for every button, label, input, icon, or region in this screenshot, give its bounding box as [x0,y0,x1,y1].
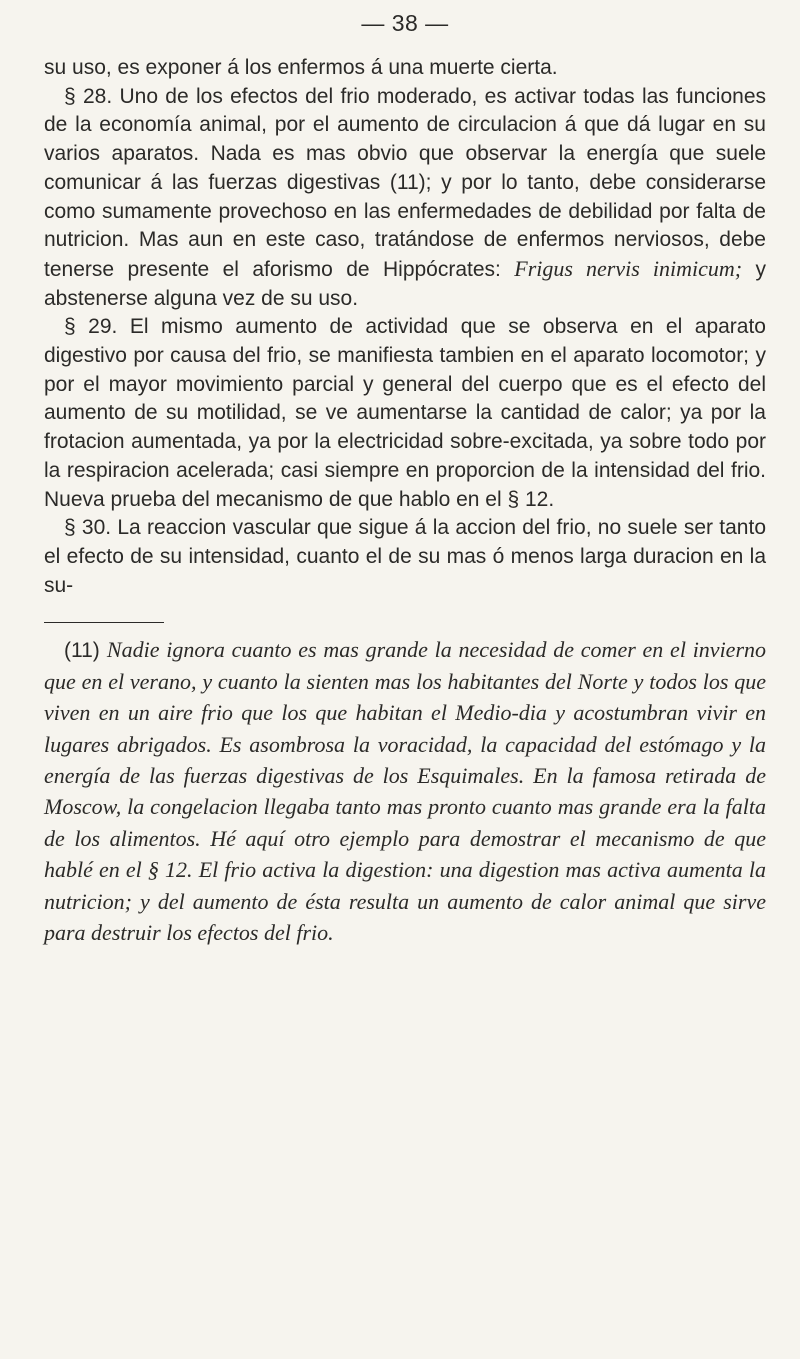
paragraph-continuation: su uso, es exponer á los enfermos á una muerte cierta. [44,56,558,79]
main-text [44,54,766,600]
footnote-ref: (11) [64,639,100,663]
footnote-11 [44,635,766,949]
footnote-divider [44,622,164,623]
footnote-text: Nadie ignora cuanto es mas grande la necesidad de comer en el invierno que en el verano, y cuanto la sienten mas los habitantes del Norte y todos los que viven en un aire frio que los que habitan el Medio-dia y acostumbran vivir en lugares abrigados. Es asombrosa la voracidad, la capacidad del estómago y la energía de las fuerzas digestivas de los Esquimales. En la famosa retirada de Moscow, la congelacion llegaba tanto mas pronto cuanto mas grande era la falta de los alimentos. Hé aquí otro ejemplo para demostrar el mecanismo de que hablé en el § 12. El frio activa la digestion: una digestion mas activa aumenta la nutricion; y del aumento de ésta resulta un aumento de calor animal que sirve para destruir los efectos del frio. [44,637,767,946]
book-page [44,6,766,1346]
paragraph-section-28 [44,83,766,314]
page-number: — 38 — [361,10,449,36]
paragraph-section-30: § 30. La reaccion vascular que sigue á la accion del frio, no suele ser tanto el efecto de su intensidad, cuanto el de su mas ó menos larga duracion en la su- [44,516,766,597]
section-28-text: § 28. Uno de los efectos del frio moderado, es activar todas las funciones de la economía animal, por el aumento de circulacion á que dá lugar en su varios aparatos. Nada es mas obvio que observar la energía que suele comunicar á las fuerzas digestivas (11); y por lo tanto, debe considerarse como sumamente provechoso en las enfermedades de debilidad por falta de nutricion. Mas aun en este caso, tratándose de enfermos nerviosos, debe tenerse presente el aforismo de Hippócrates: [44,84,766,281]
latin-aphorism: Frigus nervis inimicum; [514,255,743,281]
section-28-end: y abstenerse alguna vez de su uso. [44,257,766,310]
paragraph-section-29: § 29. El mismo aumento de actividad que se observa en el aparato digestivo por causa del frio, se manifiesta tambien en el aparato locomotor; y por el mayor movimiento parcial y general del cuerpo que es el efecto del aumento de su motilidad, se ve aumentarse la cantidad de calor; ya por la frotacion aumentada, ya por la electricidad sobre-excitada, ya sobre todo por la respiracion acelerada; casi siempre en proporcion de la intensidad del frio. Nueva prueba del mecanismo de que hablo en el § 12. [44,315,766,511]
